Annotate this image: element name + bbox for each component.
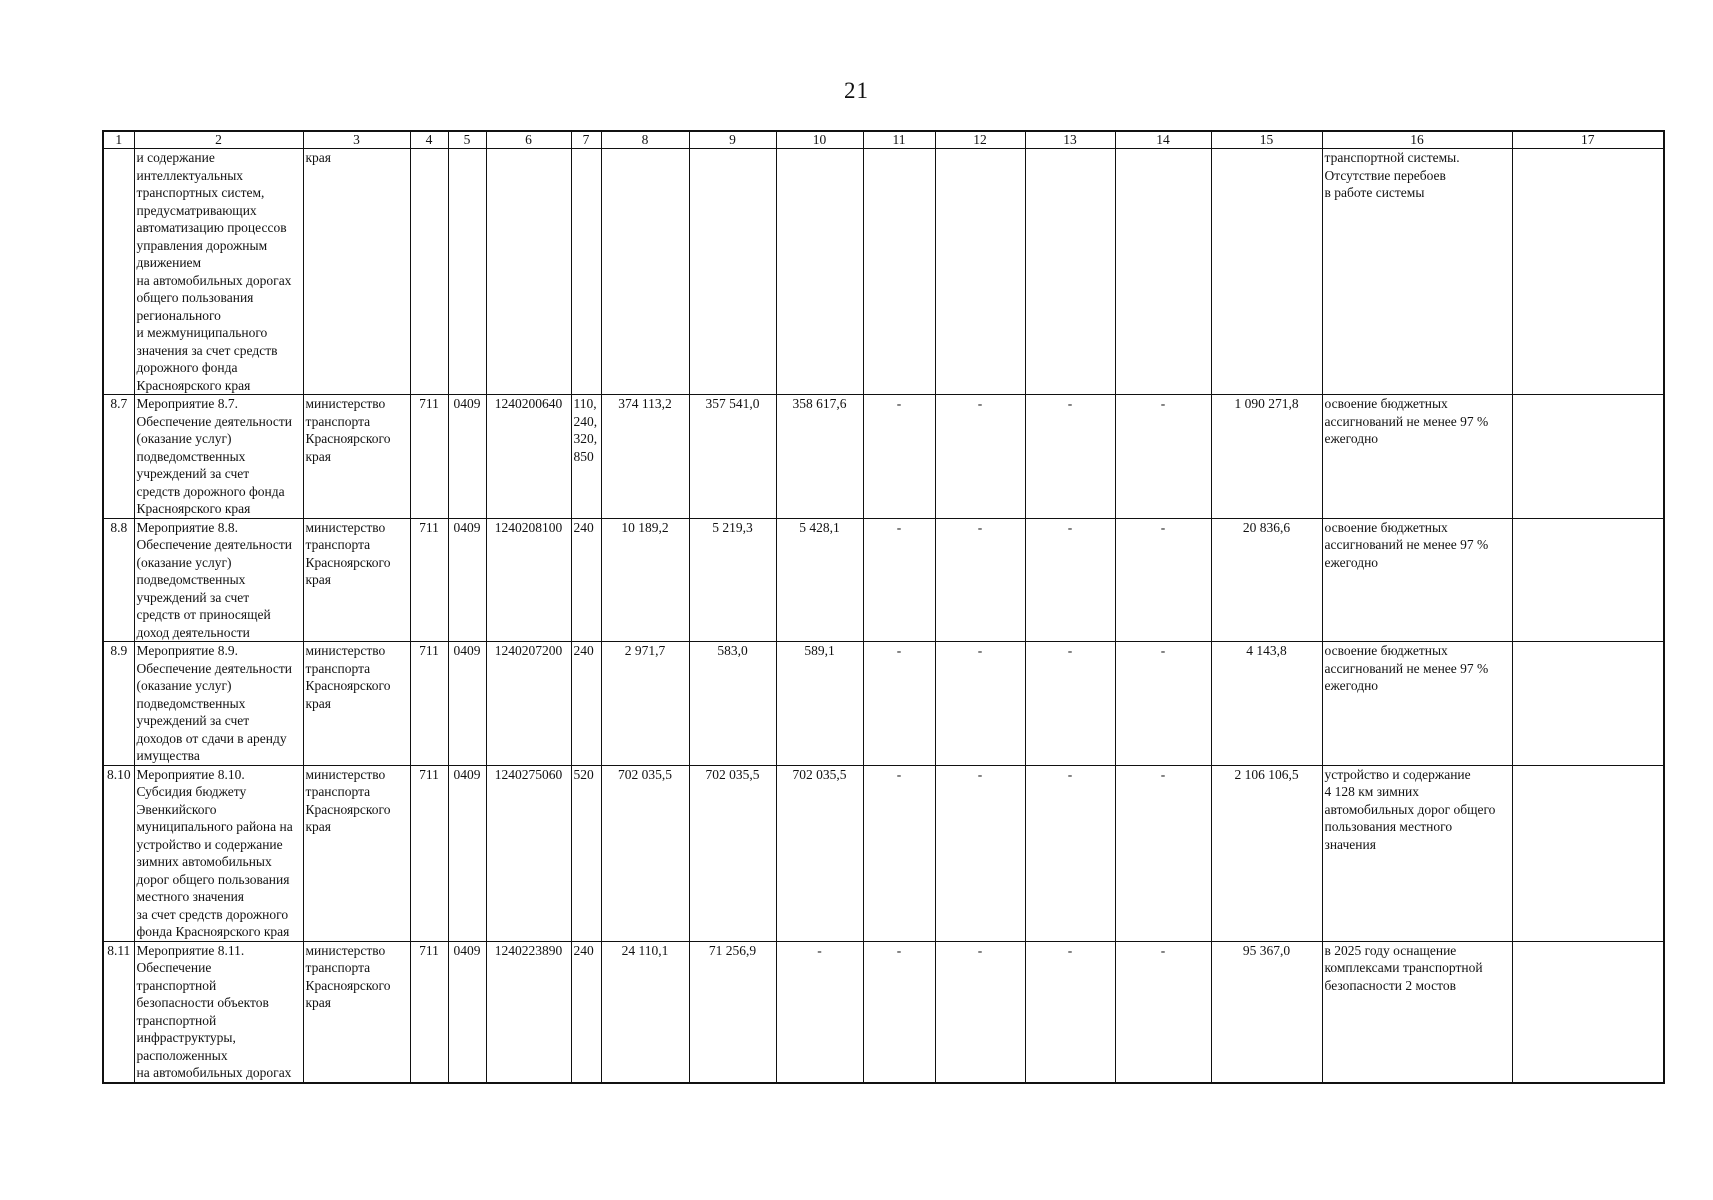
- header-cell: 5: [448, 131, 486, 149]
- executor-cell: министерство транспорта Красноярского края: [303, 941, 410, 1083]
- header-cell: 9: [689, 131, 776, 149]
- col13-cell: -: [1025, 765, 1115, 941]
- table-body: [103, 149, 1664, 1083]
- header-cell: 3: [303, 131, 410, 149]
- year3-amount-cell: 5 428,1: [776, 518, 863, 642]
- col17-cell: [1512, 765, 1664, 941]
- target-article-cell: 1240275060: [486, 765, 571, 941]
- table-row: [103, 941, 1664, 1083]
- year3-amount-cell: [776, 149, 863, 395]
- col11-cell: [863, 149, 935, 395]
- section-code-cell: 0409: [448, 765, 486, 941]
- col11-cell: -: [863, 642, 935, 766]
- col11-cell: -: [863, 518, 935, 642]
- header-cell: 10: [776, 131, 863, 149]
- total-amount-cell: 95 367,0: [1211, 941, 1322, 1083]
- total-amount-cell: 4 143,8: [1211, 642, 1322, 766]
- measure-name-cell: Мероприятие 8.8. Обеспечение деятельности (оказание услуг) подведомственных учреждений за счет средств от приносящей доход деятельности: [134, 518, 303, 642]
- section-code-cell: 0409: [448, 395, 486, 519]
- row-number-cell: 8.8: [103, 518, 134, 642]
- col17-cell: [1512, 149, 1664, 395]
- year2-amount-cell: 5 219,3: [689, 518, 776, 642]
- col17-cell: [1512, 518, 1664, 642]
- row-number-cell: 8.10: [103, 765, 134, 941]
- col14-cell: -: [1115, 765, 1211, 941]
- row-number-cell: 8.7: [103, 395, 134, 519]
- col13-cell: [1025, 149, 1115, 395]
- row-number-cell: 8.9: [103, 642, 134, 766]
- row-number-cell: 8.11: [103, 941, 134, 1083]
- header-cell: 16: [1322, 131, 1512, 149]
- col14-cell: [1115, 149, 1211, 395]
- year2-amount-cell: 702 035,5: [689, 765, 776, 941]
- expected-result-cell: освоение бюджетных ассигнований не менее 97 % ежегодно: [1322, 395, 1512, 519]
- col11-cell: -: [863, 941, 935, 1083]
- executor-cell: министерство транспорта Красноярского края: [303, 765, 410, 941]
- grbs-code-cell: 711: [410, 518, 448, 642]
- expense-type-cell: 240: [571, 941, 601, 1083]
- expected-result-cell: освоение бюджетных ассигнований не менее 97 % ежегодно: [1322, 518, 1512, 642]
- header-cell: 7: [571, 131, 601, 149]
- grbs-code-cell: [410, 149, 448, 395]
- section-code-cell: [448, 149, 486, 395]
- expense-type-cell: 520: [571, 765, 601, 941]
- executor-cell: министерство транспорта Красноярского края: [303, 642, 410, 766]
- col12-cell: [935, 149, 1025, 395]
- grbs-code-cell: 711: [410, 642, 448, 766]
- col12-cell: -: [935, 941, 1025, 1083]
- year3-amount-cell: 358 617,6: [776, 395, 863, 519]
- header-cell: 11: [863, 131, 935, 149]
- year3-amount-cell: 702 035,5: [776, 765, 863, 941]
- page-number: 21: [844, 78, 869, 103]
- col14-cell: -: [1115, 395, 1211, 519]
- measure-name-cell: Мероприятие 8.10. Субсидия бюджету Эвенкийского муниципального района на устройство и содержание зимних автомобильных дорог общего пользования местного значения за счет средств дорожного фонда Красноярского края: [134, 765, 303, 941]
- year1-amount-cell: 24 110,1: [601, 941, 689, 1083]
- col14-cell: -: [1115, 642, 1211, 766]
- executor-cell: края: [303, 149, 410, 395]
- expense-type-cell: [571, 149, 601, 395]
- header-row: [103, 131, 1664, 149]
- target-article-cell: 1240200640: [486, 395, 571, 519]
- table-row: [103, 149, 1664, 395]
- executor-cell: министерство транспорта Красноярского края: [303, 395, 410, 519]
- grbs-code-cell: 711: [410, 941, 448, 1083]
- expected-result-cell: транспортной системы. Отсутствие перебоев в работе системы: [1322, 149, 1512, 395]
- header-cell: 1: [103, 131, 134, 149]
- header-cell: 8: [601, 131, 689, 149]
- row-number-cell: [103, 149, 134, 395]
- header-cell: 14: [1115, 131, 1211, 149]
- col17-cell: [1512, 395, 1664, 519]
- col13-cell: -: [1025, 941, 1115, 1083]
- measure-name-cell: Мероприятие 8.11. Обеспечение транспортной безопасности объектов транспортной инфраструктуры, расположенных на автомобильных дорогах: [134, 941, 303, 1083]
- year2-amount-cell: [689, 149, 776, 395]
- col13-cell: -: [1025, 642, 1115, 766]
- expected-result-cell: освоение бюджетных ассигнований не менее 97 % ежегодно: [1322, 642, 1512, 766]
- grbs-code-cell: 711: [410, 765, 448, 941]
- target-article-cell: 1240223890: [486, 941, 571, 1083]
- measure-name-cell: и содержание интеллектуальных транспортных систем, предусматривающих автоматизацию процессов управления дорожным движением на автомобильных дорогах общего пользования регионального и межмуниципального значения за счет средств дорожного фонда Красноярского края: [134, 149, 303, 395]
- header-cell: 6: [486, 131, 571, 149]
- col12-cell: -: [935, 395, 1025, 519]
- total-amount-cell: 1 090 271,8: [1211, 395, 1322, 519]
- header-cell: 15: [1211, 131, 1322, 149]
- expected-result-cell: устройство и содержание 4 128 км зимних автомобильных дорог общего пользования местного значения: [1322, 765, 1512, 941]
- header-cell: 2: [134, 131, 303, 149]
- budget-table: [102, 130, 1665, 1084]
- col13-cell: -: [1025, 518, 1115, 642]
- col14-cell: -: [1115, 518, 1211, 642]
- year2-amount-cell: 357 541,0: [689, 395, 776, 519]
- expense-type-cell: 240: [571, 518, 601, 642]
- expense-type-cell: 240: [571, 642, 601, 766]
- col12-cell: -: [935, 518, 1025, 642]
- year1-amount-cell: 2 971,7: [601, 642, 689, 766]
- measure-name-cell: Мероприятие 8.9. Обеспечение деятельности (оказание услуг) подведомственных учреждений за счет доходов от сдачи в аренду имущества: [134, 642, 303, 766]
- col12-cell: -: [935, 765, 1025, 941]
- table-row: [103, 395, 1664, 519]
- grbs-code-cell: 711: [410, 395, 448, 519]
- table-row: [103, 642, 1664, 766]
- measure-name-cell: Мероприятие 8.7. Обеспечение деятельности (оказание услуг) подведомственных учреждений за счет средств дорожного фонда Красноярского края: [134, 395, 303, 519]
- col11-cell: -: [863, 765, 935, 941]
- year3-amount-cell: 589,1: [776, 642, 863, 766]
- year1-amount-cell: 10 189,2: [601, 518, 689, 642]
- executor-cell: министерство транспорта Красноярского края: [303, 518, 410, 642]
- col14-cell: -: [1115, 941, 1211, 1083]
- target-article-cell: [486, 149, 571, 395]
- expense-type-cell: 110, 240, 320, 850: [571, 395, 601, 519]
- year3-amount-cell: -: [776, 941, 863, 1083]
- header-cell: 12: [935, 131, 1025, 149]
- total-amount-cell: 20 836,6: [1211, 518, 1322, 642]
- year2-amount-cell: 583,0: [689, 642, 776, 766]
- target-article-cell: 1240208100: [486, 518, 571, 642]
- year1-amount-cell: 374 113,2: [601, 395, 689, 519]
- year2-amount-cell: 71 256,9: [689, 941, 776, 1083]
- table-row: [103, 765, 1664, 941]
- year1-amount-cell: 702 035,5: [601, 765, 689, 941]
- col17-cell: [1512, 941, 1664, 1083]
- header-cell: 17: [1512, 131, 1664, 149]
- year1-amount-cell: [601, 149, 689, 395]
- section-code-cell: 0409: [448, 941, 486, 1083]
- section-code-cell: 0409: [448, 518, 486, 642]
- header-cell: 4: [410, 131, 448, 149]
- section-code-cell: 0409: [448, 642, 486, 766]
- target-article-cell: 1240207200: [486, 642, 571, 766]
- header-cell: 13: [1025, 131, 1115, 149]
- total-amount-cell: [1211, 149, 1322, 395]
- table-row: [103, 518, 1664, 642]
- expected-result-cell: в 2025 году оснащение комплексами транспортной безопасности 2 мостов: [1322, 941, 1512, 1083]
- col17-cell: [1512, 642, 1664, 766]
- col12-cell: -: [935, 642, 1025, 766]
- col11-cell: -: [863, 395, 935, 519]
- col13-cell: -: [1025, 395, 1115, 519]
- total-amount-cell: 2 106 106,5: [1211, 765, 1322, 941]
